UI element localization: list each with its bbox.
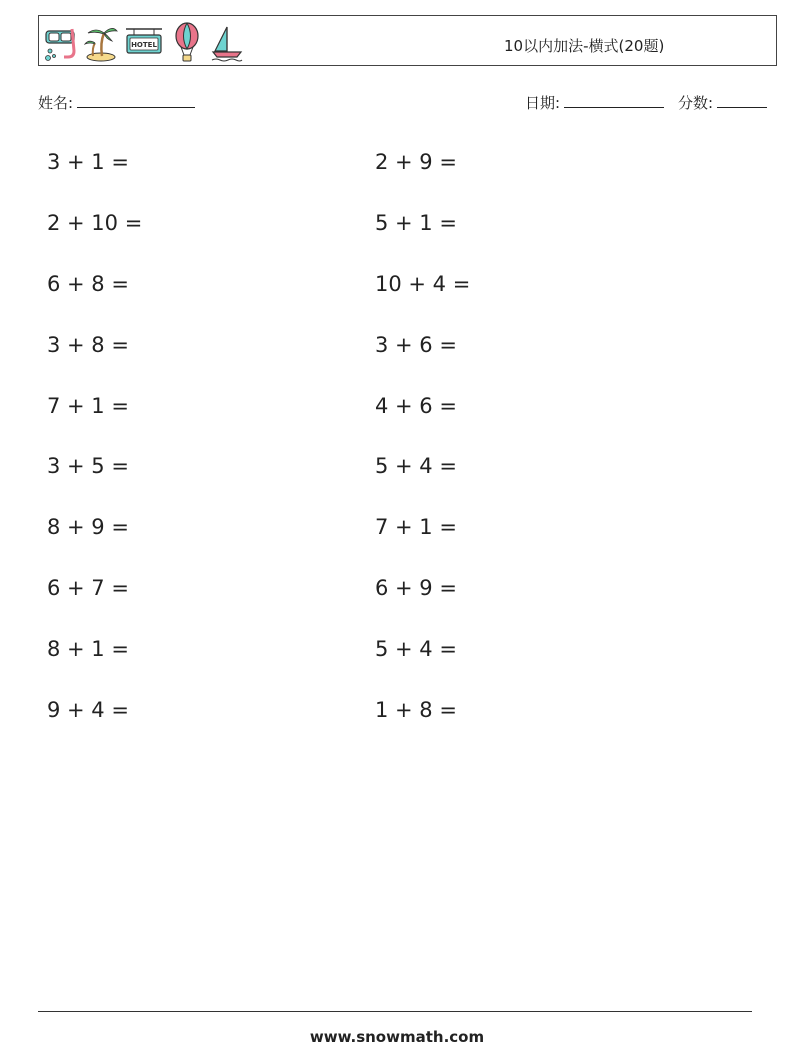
problem-item: 5 + 4 =: [375, 454, 457, 478]
name-label: 姓名:: [38, 94, 74, 112]
footer-url[interactable]: www.snowmath.com: [309, 1028, 485, 1046]
date-label: 日期:: [525, 94, 561, 112]
problem-item: 7 + 1 =: [47, 394, 129, 418]
problem-item: 5 + 1 =: [375, 211, 457, 235]
problem-item: 10 + 4 =: [375, 272, 471, 296]
header-box: [38, 15, 777, 66]
header-icons: [44, 21, 244, 63]
hot-air-balloon-icon: [170, 21, 204, 63]
problem-item: 3 + 1 =: [47, 150, 129, 174]
problem-item: 8 + 1 =: [47, 637, 129, 661]
problem-item: 4 + 6 =: [375, 394, 457, 418]
name-blank[interactable]: [77, 93, 195, 108]
problem-item: 6 + 9 =: [375, 576, 457, 600]
problem-item: 7 + 1 =: [375, 515, 457, 539]
problem-item: 6 + 7 =: [47, 576, 129, 600]
problem-item: 3 + 6 =: [375, 333, 457, 357]
problem-item: 8 + 9 =: [47, 515, 129, 539]
sailboat-icon: [210, 21, 244, 63]
hotel-sign-icon: [124, 21, 164, 63]
problem-item: 3 + 8 =: [47, 333, 129, 357]
worksheet-title: 10以内加法-横式(20题): [504, 37, 665, 55]
score-blank[interactable]: [717, 93, 767, 108]
problem-item: 1 + 8 =: [375, 698, 457, 722]
date-blank[interactable]: [564, 93, 664, 108]
problem-item: 3 + 5 =: [47, 454, 129, 478]
problem-item: 2 + 9 =: [375, 150, 457, 174]
palm-island-icon: [84, 21, 118, 63]
problem-item: 6 + 8 =: [47, 272, 129, 296]
snorkel-mask-icon: [44, 21, 78, 63]
date-field: [525, 92, 664, 113]
name-field: [38, 92, 195, 113]
problem-item: 5 + 4 =: [375, 637, 457, 661]
problem-item: 9 + 4 =: [47, 698, 129, 722]
score-field: [678, 92, 767, 113]
score-label: 分数:: [678, 94, 714, 112]
hotel-sign-text: HOTEL: [131, 41, 157, 49]
footer-divider: [38, 1011, 752, 1012]
problem-item: 2 + 10 =: [47, 211, 143, 235]
